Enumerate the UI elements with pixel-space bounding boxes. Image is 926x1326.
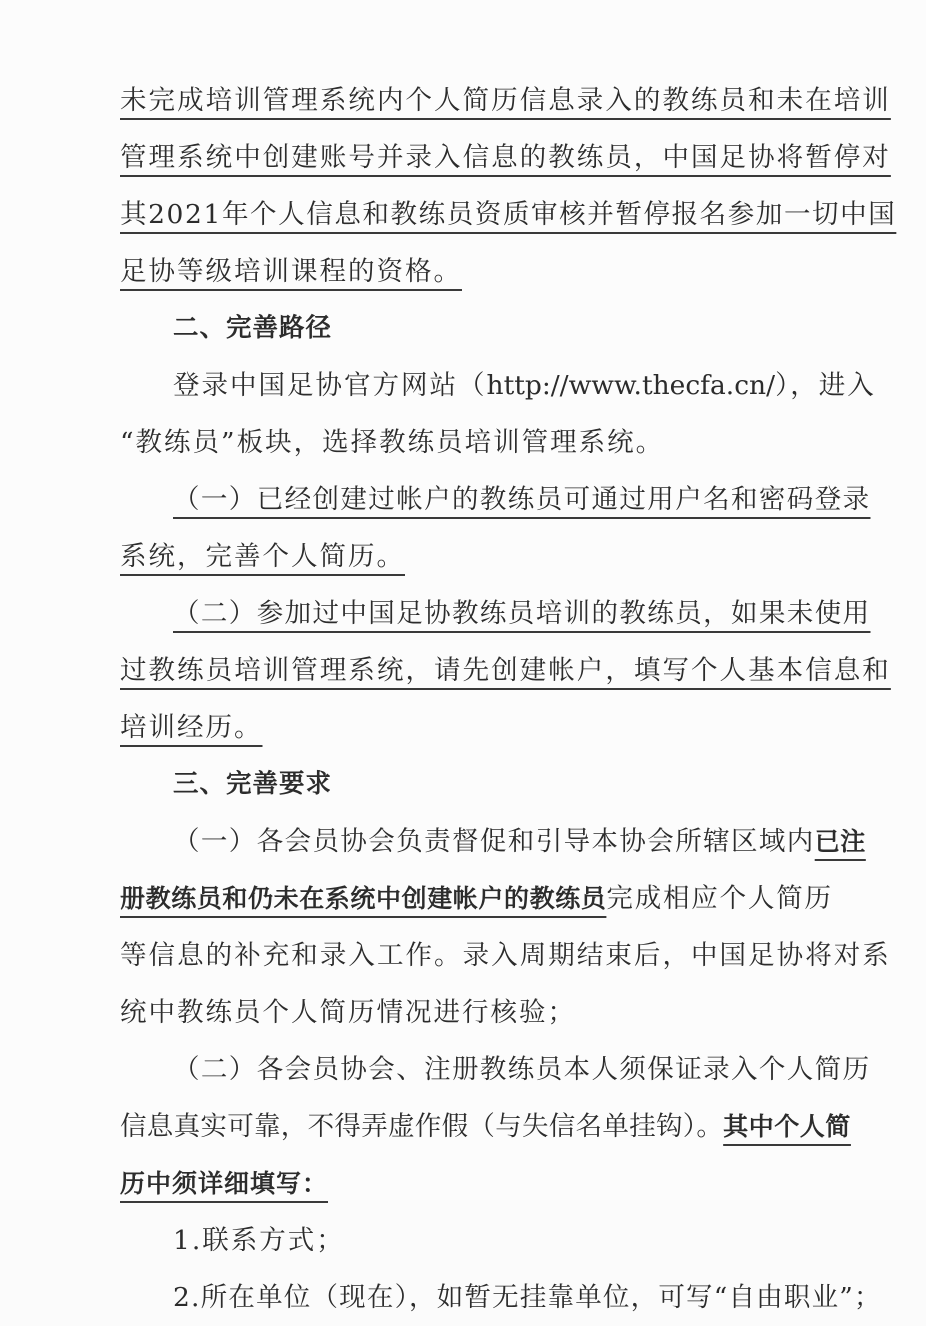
intro-text-3: 其2021年个人信息和教练员资质审核并暂停报名参加一切中国	[120, 199, 897, 230]
login-text-2: “教练员”板块，选择教练员培训管理系统。	[120, 427, 665, 458]
section3-req2-line-1	[120, 1041, 871, 1098]
intro-line-4	[120, 243, 840, 300]
req1-text-2a: 册教练员和仍未在系统中创建帐户的教练员	[120, 884, 607, 913]
section3-req2-line-2	[120, 1098, 851, 1155]
item1-text-1: （一）已经创建过帐户的教练员可通过用户名和密码登录	[173, 484, 871, 515]
req2-text-2b: 其中个人简	[723, 1112, 851, 1141]
intro-line-1	[120, 72, 891, 129]
section3-req1-line-4	[120, 984, 840, 1041]
req2-text-2a: 信息真实可靠，不得弄虚作假（与失信名单挂钩）。	[120, 1111, 724, 1142]
req1-text-1b: 已注	[814, 827, 866, 856]
intro-line-3	[120, 186, 897, 243]
section2-item1-line-1	[120, 471, 871, 528]
req1-text-1a: （一）各会员协会负责督促和引导本协会所辖区域内	[173, 826, 815, 857]
item1-text-2: 系统，完善个人简历。	[120, 541, 405, 572]
intro-text-1: 未完成培训管理系统内个人简历信息录入的教练员和未在培训	[120, 85, 891, 116]
cfa-website-link[interactable]: http://www.thecfa.cn/	[486, 370, 776, 401]
section2-heading: 二、完善路径	[173, 313, 333, 343]
section2-item2-line-3	[120, 699, 840, 756]
req2-text-1: （二）各会员协会、注册教练员本人须保证录入个人简历	[173, 1054, 871, 1085]
section2-item1-line-2	[120, 528, 840, 585]
section3-heading: 三、完善要求	[173, 769, 333, 799]
req1-text-3: 等信息的补充和录入工作。录入周期结束后，中国足协将对系	[120, 940, 891, 971]
section3-req2-line-3	[120, 1155, 840, 1212]
section3-req1-line-2	[120, 870, 840, 927]
list-item-1-text: 1.联系方式；	[173, 1225, 345, 1256]
item2-text-1: （二）参加过中国足协教练员培训的教练员，如果未使用	[173, 598, 871, 629]
req1-text-4: 统中教练员个人简历情况进行核验；	[120, 997, 576, 1028]
req2-text-3: 历中须详细填写：	[120, 1169, 329, 1198]
section2-item2-line-1	[120, 585, 871, 642]
intro-text-2: 管理系统中创建账号并录入信息的教练员，中国足协将暂停对	[120, 142, 891, 173]
login-suffix: ），进入	[775, 370, 876, 401]
item2-text-3: 培训经历。	[120, 712, 263, 743]
section2-login-line-1	[120, 357, 876, 414]
section2-item2-line-2	[120, 642, 891, 699]
section2-login-line-2	[120, 414, 840, 471]
document-body	[120, 72, 897, 1326]
section3-req1-line-3	[120, 927, 891, 984]
req1-text-2b: 完成相应个人简历	[606, 883, 833, 914]
list-item-2	[120, 1269, 882, 1326]
list-item-1	[120, 1212, 840, 1269]
item2-text-2: 过教练员培训管理系统，请先创建帐户，填写个人基本信息和	[120, 655, 891, 686]
list-item-2-text: 2.所在单位（现在），如暂无挂靠单位，可写“自由职业”；	[173, 1282, 882, 1313]
intro-line-2	[120, 129, 891, 186]
intro-text-4: 足协等级培训课程的资格。	[120, 256, 462, 287]
login-prefix: 登录中国足协官方网站（	[173, 370, 487, 401]
section3-req1-line-1	[120, 813, 866, 870]
